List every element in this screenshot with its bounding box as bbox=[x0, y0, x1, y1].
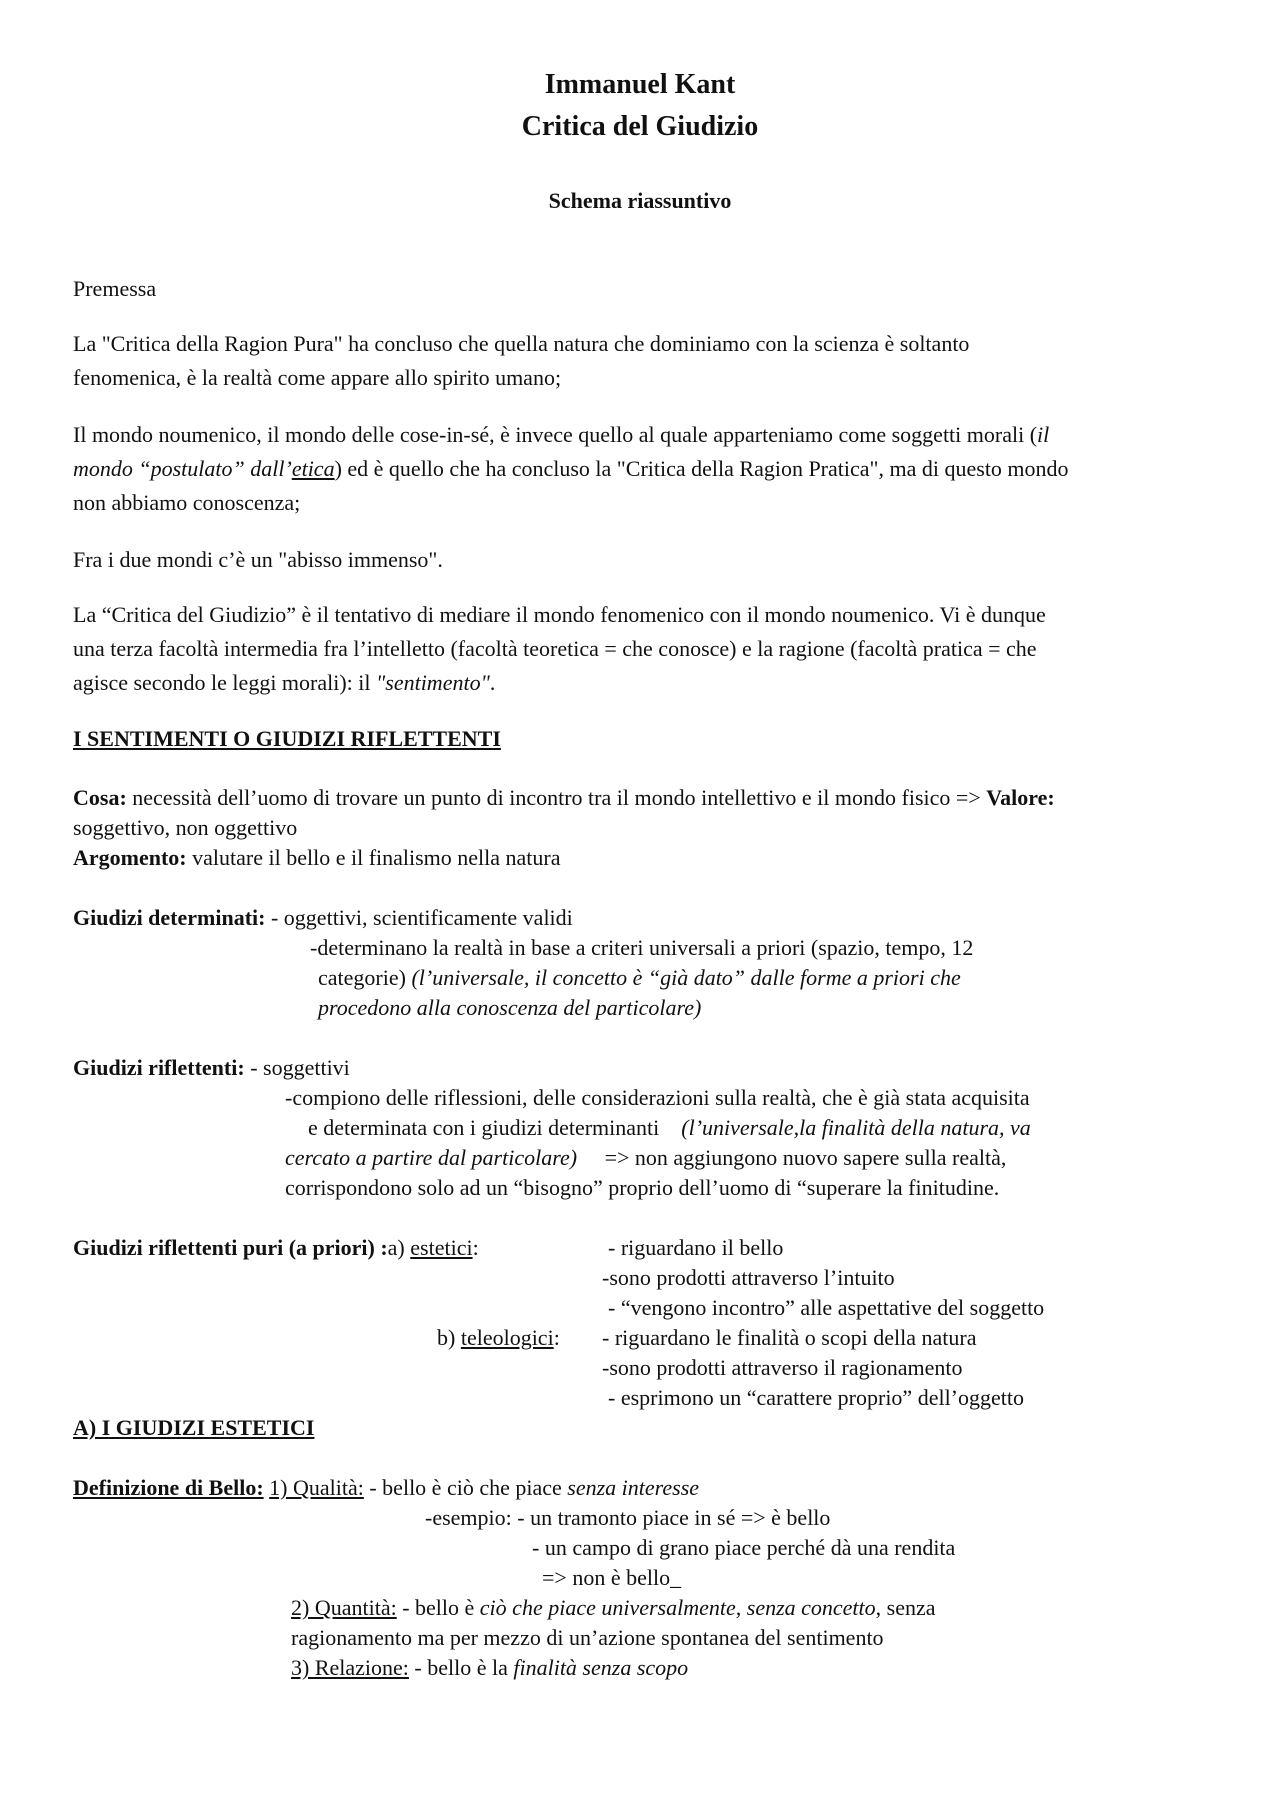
section-heading-riflettenti: I SENTIMENTI O GIUDIZI RIFLETTENTI bbox=[73, 726, 501, 751]
premessa-p3: Fra i due mondi c’è un "abisso immenso". bbox=[73, 547, 443, 572]
teleologici-item-2: -sono prodotti attraverso il ragionamento bbox=[602, 1355, 963, 1380]
estetici-item-1: - riguardano il bello bbox=[608, 1235, 784, 1260]
puri-label-line: Giudizi riflettenti puri (a priori) :a) estetici: bbox=[73, 1235, 479, 1260]
determinati-line3: categorie) (l’universale, il concetto è “già dato” dalle forme a priori che bbox=[318, 965, 961, 990]
riflettenti-line3: e determinata con i giudizi determinanti (l’universale,la finalità della natura, va bbox=[308, 1115, 1031, 1140]
cosa-line: Cosa: necessità dell’uomo di trovare un punto di incontro tra il mondo intellettivo e il mondo fisico => Valore: bbox=[73, 785, 1055, 810]
definizione-line: Definizione di Bello: 1) Qualità: - bello è ciò che piace senza interesse bbox=[73, 1475, 700, 1500]
section-heading-estetici: A) I GIUDIZI ESTETICI bbox=[73, 1415, 315, 1440]
valore-text: soggettivo, non oggettivo bbox=[73, 815, 298, 840]
premessa-p4-line1: La “Critica del Giudizio” è il tentativo di mediare il mondo fenomenico con il mondo noumenico. Vi è dunque bbox=[73, 602, 1046, 627]
argomento-line: Argomento: valutare il bello e il finalismo nella natura bbox=[73, 845, 561, 870]
quantita-line2: ragionamento ma per mezzo di un’azione spontanea del sentimento bbox=[291, 1625, 884, 1650]
quantita-line1: 2) Quantità: - bello è ciò che piace universalmente, senza concetto, senza bbox=[291, 1595, 936, 1620]
estetici-item-2: -sono prodotti attraverso l’intuito bbox=[602, 1265, 895, 1290]
relazione-line: 3) Relazione: - bello è la finalità senza scopo bbox=[291, 1655, 689, 1680]
premessa-p4-line2: una terza facoltà intermedia fra l’intelletto (facoltà teoretica = che conosce) e la ragione (facoltà pratica = che bbox=[73, 636, 1037, 661]
premessa-p1-line2: fenomenica, è la realtà come appare allo spirito umano; bbox=[73, 365, 562, 390]
determinati-line4: procedono alla conoscenza del particolare) bbox=[318, 995, 702, 1020]
riflettenti-line2: -compiono delle riflessioni, delle considerazioni sulla realtà, che è già stata acquisita bbox=[285, 1085, 1030, 1110]
teleologici-label: b) teleologici: bbox=[437, 1325, 560, 1350]
premessa-p2-line2: mondo “postulato” dall’etica) ed è quello che ha concluso la "Critica della Ragion Pratica", ma di questo mondo bbox=[73, 456, 1069, 481]
premessa-label: Premessa bbox=[73, 276, 157, 301]
premessa-p4-line3: agisce secondo le leggi morali): il "sentimento". bbox=[73, 670, 496, 695]
esempio-line3: => non è bello_ bbox=[542, 1565, 682, 1590]
author-title: Immanuel Kant bbox=[544, 69, 736, 100]
premessa-p2-line1: Il mondo noumenico, il mondo delle cose-in-sé, è invece quello al quale apparteniamo come soggetti morali (il bbox=[73, 422, 1050, 447]
work-title: Critica del Giudizio bbox=[521, 111, 759, 142]
premessa-p2-line3: non abbiamo conoscenza; bbox=[73, 490, 301, 515]
riflettenti-line1: Giudizi riflettenti: - soggettivi bbox=[73, 1055, 350, 1080]
esempio-line2: - un campo di grano piace perché dà una rendita bbox=[532, 1535, 956, 1560]
estetici-item-3: - “vengono incontro” alle aspettative del soggetto bbox=[608, 1295, 1045, 1320]
riflettenti-line4: cercato a partire dal particolare) => non aggiungono nuovo sapere sulla realtà, bbox=[285, 1145, 1007, 1170]
riflettenti-line5: corrispondono solo ad un “bisogno” proprio dell’uomo di “superare la finitudine. bbox=[285, 1175, 1000, 1200]
determinati-line1: Giudizi determinati: - oggettivi, scientificamente validi bbox=[73, 905, 573, 930]
esempio-line1: -esempio: - un tramonto piace in sé => è bello bbox=[425, 1505, 831, 1530]
teleologici-item-3: - esprimono un “carattere proprio” dell’oggetto bbox=[608, 1385, 1025, 1410]
premessa-p1-line1: La "Critica della Ragion Pura" ha concluso che quella natura che dominiamo con la scienza è soltanto bbox=[73, 331, 970, 356]
subtitle: Schema riassuntivo bbox=[548, 188, 732, 213]
teleologici-item-1: - riguardano le finalità o scopi della natura bbox=[602, 1325, 977, 1350]
determinati-line2: -determinano la realtà in base a criteri universali a priori (spazio, tempo, 12 bbox=[310, 935, 974, 960]
